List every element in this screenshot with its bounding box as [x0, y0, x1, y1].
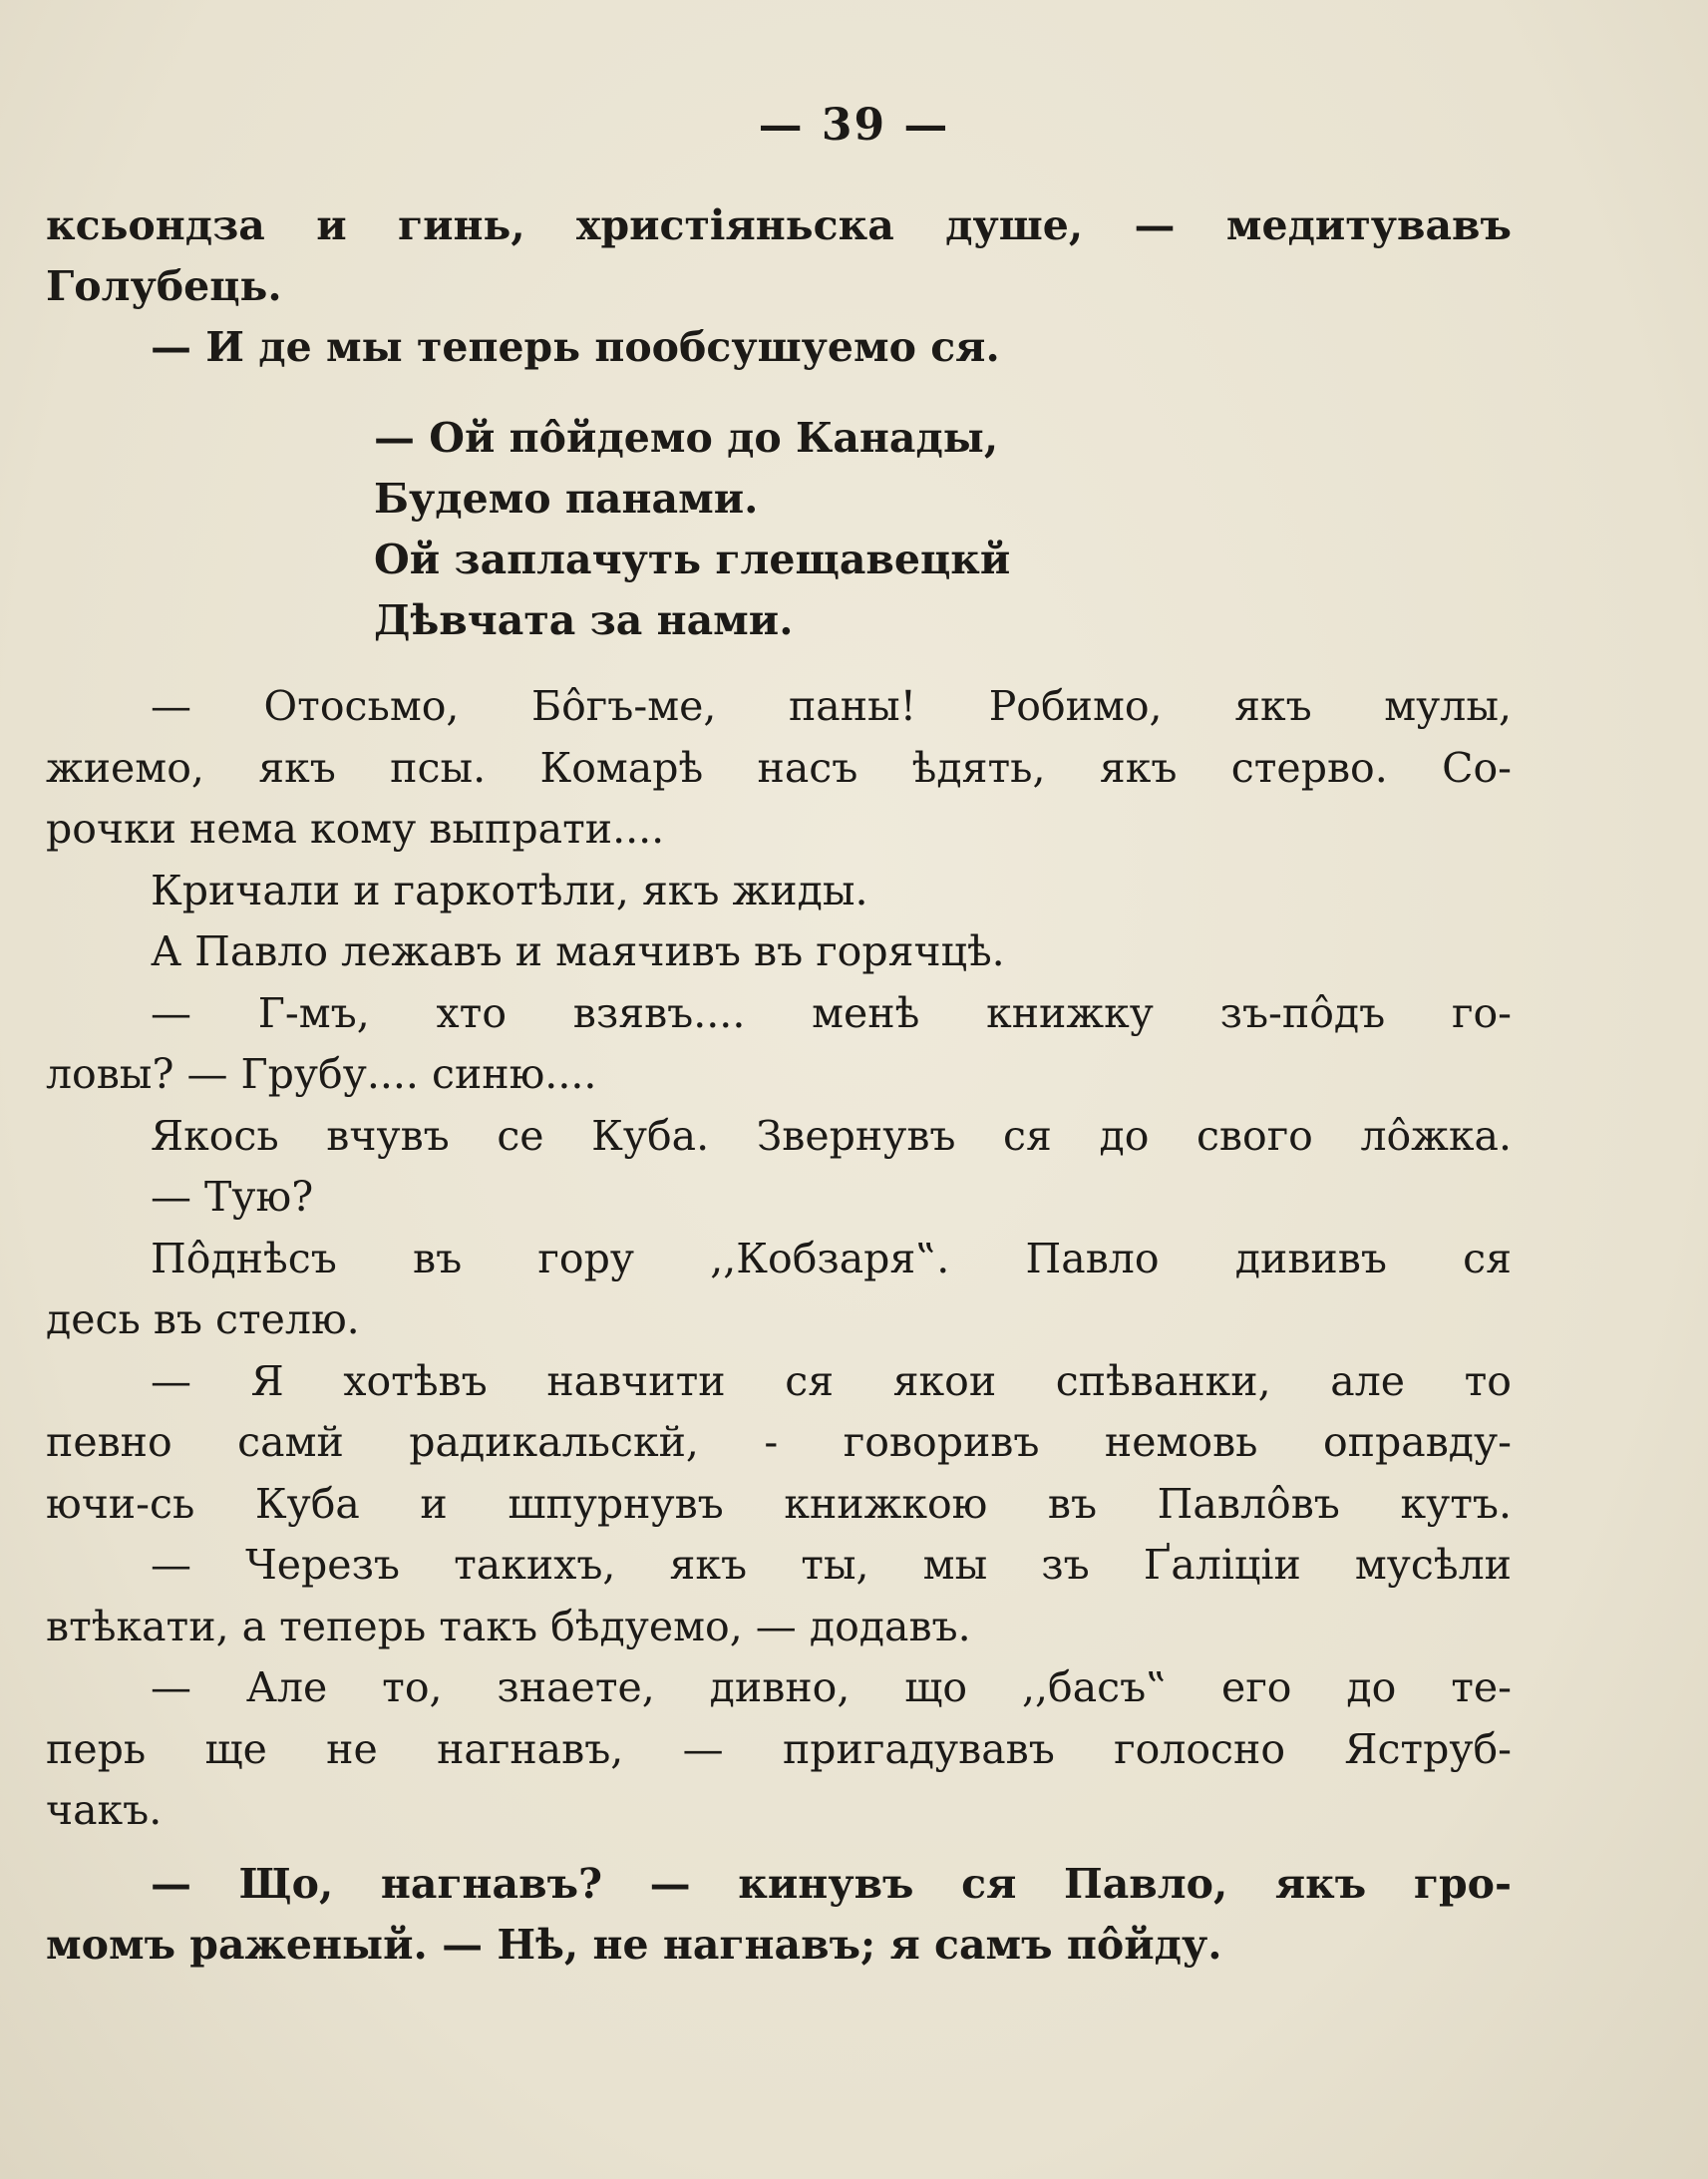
text-line: — Що, нагнавъ? — кинувъ ся Павло, якъ гро-	[151, 1859, 1512, 1908]
text-line: — Я хотѣвъ навчити ся якои спѣванки, але то	[151, 1356, 1512, 1405]
text-line: певно самй радикальскй, - говоривъ немовь оправду-	[46, 1418, 1512, 1466]
text-line: — И де мы теперь пообсушуемо ся.	[151, 323, 1000, 371]
text-line: — Черезъ такихъ, якъ ты, мы зъ Ґаліціи мусѣли	[151, 1541, 1512, 1589]
text-line: Голубець.	[46, 262, 282, 310]
text-line: Кричали и гаркотѣли, якъ жиды.	[151, 866, 868, 914]
verse-line: — Ой пôйдемо до Канады,	[374, 414, 999, 462]
text-block-opening	[46, 195, 1512, 378]
text-line: — Але то, знаете, дивно, що ,,басъ‟ его до те-	[151, 1663, 1512, 1711]
text-line: — Отосьмо, Бôгъ-ме, паны! Робимо, якъ мулы,	[151, 682, 1512, 730]
text-line: ловы? — Грубу.... синю....	[46, 1050, 597, 1098]
text-line: рочки нема кому выпрати....	[46, 805, 665, 853]
text-line: Пôднѣсъ въ гору ,,Кобзаря‟. Павло дививъ ся	[151, 1234, 1512, 1282]
text-line: момъ раженый. — Нѣ, не нагнавъ; я самъ пôйду.	[46, 1921, 1222, 1969]
verse-line: Будемо панами.	[374, 475, 759, 523]
text-line: чакъ.	[46, 1786, 163, 1834]
text-line: ючи-сь Куба и шпурнувъ книжкою въ Павлôвъ кутъ.	[46, 1479, 1512, 1528]
text-line: — Тую?	[151, 1173, 314, 1221]
page-number: — 39 —	[758, 100, 950, 151]
text-line: А Павло лежавъ и маячивъ въ горячцѣ.	[151, 927, 1005, 975]
text-line: жиемо, якъ псы. Комарѣ насъ ѣдять, якъ стерво. Со-	[46, 743, 1512, 792]
text-line: втѣкати, а теперь такъ бѣдуемо, — додавъ.	[46, 1602, 971, 1650]
text-block-dialogue	[46, 676, 1512, 1977]
text-line: десь въ стелю.	[46, 1295, 360, 1343]
text-line: ксьондза и гинь, христіяньска душе, — медитувавъ	[46, 201, 1512, 249]
verse-line: Ой заплачуть глещавецкй	[374, 536, 1011, 583]
text-line: перь ще не нагнавъ, — пригадувавъ голосно Яструб-	[46, 1724, 1512, 1773]
text-line: Якось вчувъ се Куба. Звернувъ ся до свого лôжка.	[151, 1111, 1512, 1160]
verse-line: Дѣвчата за нами.	[374, 596, 794, 644]
verse-stanza	[374, 408, 1010, 651]
text-line: — Г-мъ, хто взявъ.... менѣ книжку зъ-пôдъ го-	[151, 988, 1512, 1037]
